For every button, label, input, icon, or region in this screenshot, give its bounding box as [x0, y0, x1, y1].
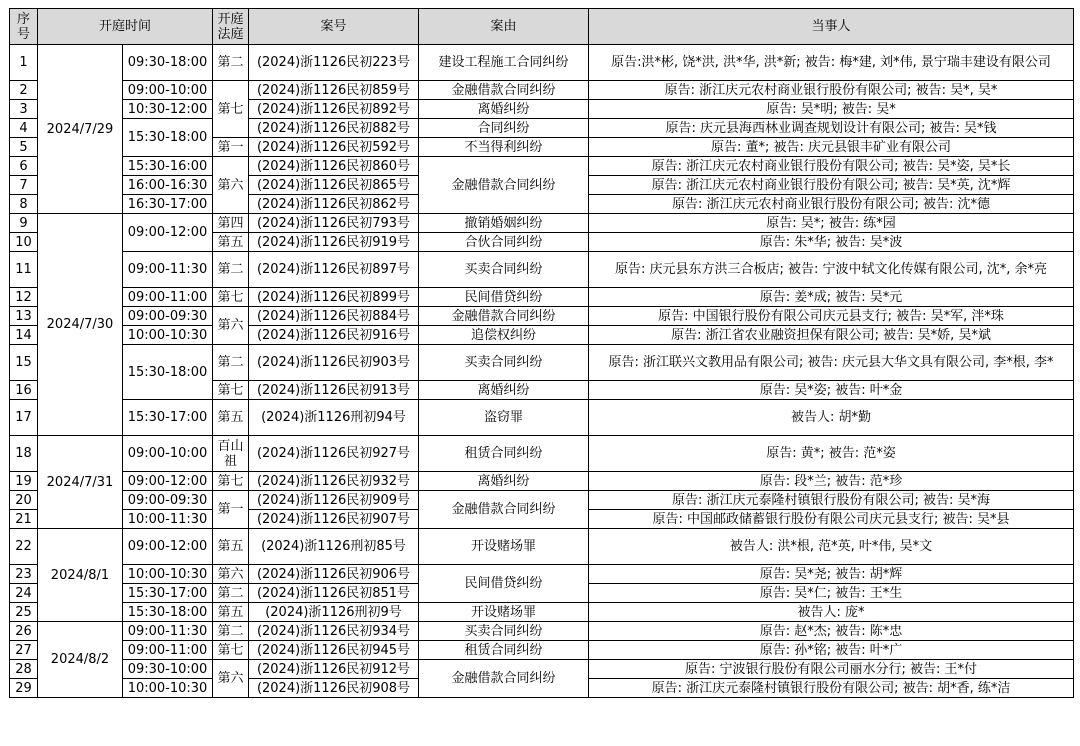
case-number: (2024)浙1126民初851号 — [249, 584, 419, 603]
table-row — [10, 288, 1074, 307]
case-number: (2024)浙1126民初932号 — [249, 472, 419, 491]
case-number: (2024)浙1126民初223号 — [249, 45, 419, 81]
case-number: (2024)浙1126刑初85号 — [249, 529, 419, 565]
parties: 原告: 黄*; 被告: 范*姿 — [589, 436, 1074, 472]
hearing-time: 09:00-11:30 — [123, 252, 213, 288]
header-time: 开庭时间 — [38, 9, 213, 45]
case-number: (2024)浙1126民初865号 — [249, 176, 419, 195]
row-no: 29 — [10, 679, 38, 698]
header-row — [10, 9, 1074, 45]
case-number: (2024)浙1126民初934号 — [249, 622, 419, 641]
parties: 原告: 浙江庆元农村商业银行股份有限公司; 被告: 沈*德 — [589, 195, 1074, 214]
row-no: 14 — [10, 326, 38, 345]
hearing-time: 15:30-16:00 — [123, 157, 213, 176]
court-room: 第二 — [213, 252, 249, 288]
hearing-time: 09:00-09:30 — [123, 491, 213, 510]
header-case: 案号 — [249, 9, 419, 45]
parties: 原告: 中国邮政储蓄银行股份有限公司庆元县支行; 被告: 吴*县 — [589, 510, 1074, 529]
parties: 原告: 吴*姿; 被告: 叶*金 — [589, 381, 1074, 400]
case-number: (2024)浙1126民初906号 — [249, 565, 419, 584]
table-row — [10, 565, 1074, 584]
row-no: 12 — [10, 288, 38, 307]
row-no: 13 — [10, 307, 38, 326]
parties: 被告人: 洪*根, 范*英, 叶*伟, 吴*文 — [589, 529, 1074, 565]
court-room: 第七 — [213, 641, 249, 660]
hearing-time: 10:00-10:30 — [123, 565, 213, 584]
parties: 原告: 吴*; 被告: 练*园 — [589, 214, 1074, 233]
row-no: 21 — [10, 510, 38, 529]
case-cause: 离婚纠纷 — [419, 472, 589, 491]
court-room: 百山祖 — [213, 436, 249, 472]
row-no: 24 — [10, 584, 38, 603]
row-no: 25 — [10, 603, 38, 622]
table-row — [10, 326, 1074, 345]
case-number: (2024)浙1126民初916号 — [249, 326, 419, 345]
court-room: 第五 — [213, 400, 249, 436]
parties: 原告: 浙江省农业融资担保有限公司; 被告: 吴*娇, 吴*斌 — [589, 326, 1074, 345]
parties: 原告: 赵*杰; 被告: 陈*忠 — [589, 622, 1074, 641]
hearing-time: 09:00-11:30 — [123, 622, 213, 641]
parties: 原告: 吴*尧; 被告: 胡*辉 — [589, 565, 1074, 584]
table-row — [10, 252, 1074, 288]
row-no: 26 — [10, 622, 38, 641]
court-room: 第二 — [213, 584, 249, 603]
case-cause: 开设赌场罪 — [419, 603, 589, 622]
case-cause: 离婚纠纷 — [419, 100, 589, 119]
header-court: 开庭法庭 — [213, 9, 249, 45]
hearing-time: 15:30-17:00 — [123, 584, 213, 603]
case-number: (2024)浙1126民初927号 — [249, 436, 419, 472]
parties: 原告: 浙江庆元农村商业银行股份有限公司; 被告: 吴*姿, 吴*长 — [589, 157, 1074, 176]
case-number: (2024)浙1126刑初94号 — [249, 400, 419, 436]
case-cause: 开设赌场罪 — [419, 529, 589, 565]
court-room: 第四 — [213, 214, 249, 233]
court-room: 第六 — [213, 307, 249, 345]
case-number: (2024)浙1126民初860号 — [249, 157, 419, 176]
table-row — [10, 45, 1074, 81]
hearing-time: 10:00-10:30 — [123, 679, 213, 698]
parties: 原告: 董*; 被告: 庆元县银丰矿业有限公司 — [589, 138, 1074, 157]
court-room: 第七 — [213, 472, 249, 491]
parties: 原告: 姜*成; 被告: 吴*元 — [589, 288, 1074, 307]
case-number: (2024)浙1126民初899号 — [249, 288, 419, 307]
case-cause: 买卖合同纠纷 — [419, 252, 589, 288]
court-room: 第六 — [213, 660, 249, 698]
hearing-time: 09:00-11:00 — [123, 641, 213, 660]
parties: 原告: 吴*仁; 被告: 王*生 — [589, 584, 1074, 603]
row-no: 4 — [10, 119, 38, 138]
parties: 原告: 中国银行股份有限公司庆元县支行; 被告: 吴*军, 泮*珠 — [589, 307, 1074, 326]
court-room: 第二 — [213, 622, 249, 641]
case-number: (2024)浙1126民初903号 — [249, 345, 419, 381]
case-number: (2024)浙1126民初945号 — [249, 641, 419, 660]
case-cause: 金融借款合同纠纷 — [419, 660, 589, 698]
case-cause: 金融借款合同纠纷 — [419, 81, 589, 100]
parties: 原告: 浙江联兴文教用品有限公司; 被告: 庆元县大华文具有限公司, 李*根, 李* — [589, 345, 1074, 381]
parties: 原告: 宁波银行股份有限公司丽水分行; 被告: 王*付 — [589, 660, 1074, 679]
hearing-time: 09:00-10:00 — [123, 436, 213, 472]
header-no: 序号 — [10, 9, 38, 45]
table-row — [10, 81, 1074, 100]
row-no: 28 — [10, 660, 38, 679]
court-room: 第七 — [213, 288, 249, 307]
row-no: 15 — [10, 345, 38, 381]
parties: 原告: 浙江庆元农村商业银行股份有限公司; 被告: 吴*英, 沈*辉 — [589, 176, 1074, 195]
table-row — [10, 622, 1074, 641]
hearing-time: 09:00-12:00 — [123, 472, 213, 491]
court-room: 第六 — [213, 157, 249, 214]
table-row — [10, 660, 1074, 679]
case-number: (2024)浙1126民初919号 — [249, 233, 419, 252]
court-room: 第六 — [213, 565, 249, 584]
row-no: 9 — [10, 214, 38, 233]
parties: 原告: 浙江庆元泰隆村镇银行股份有限公司; 被告: 吴*海 — [589, 491, 1074, 510]
table-row — [10, 100, 1074, 119]
table-row — [10, 400, 1074, 436]
case-number: (2024)浙1126民初882号 — [249, 119, 419, 138]
parties: 被告人: 胡*勤 — [589, 400, 1074, 436]
row-no: 11 — [10, 252, 38, 288]
row-no: 7 — [10, 176, 38, 195]
row-no: 23 — [10, 565, 38, 584]
case-cause: 租赁合同纠纷 — [419, 641, 589, 660]
hearing-time: 09:00-12:00 — [123, 529, 213, 565]
hearing-time: 10:00-10:30 — [123, 326, 213, 345]
hearing-date: 2024/7/30 — [38, 214, 123, 436]
case-cause: 金融借款合同纠纷 — [419, 157, 589, 214]
case-cause: 租赁合同纠纷 — [419, 436, 589, 472]
case-number: (2024)浙1126民初907号 — [249, 510, 419, 529]
table-row — [10, 214, 1074, 233]
case-number: (2024)浙1126民初909号 — [249, 491, 419, 510]
hearing-date: 2024/7/31 — [38, 436, 123, 529]
row-no: 19 — [10, 472, 38, 491]
row-no: 20 — [10, 491, 38, 510]
case-number: (2024)浙1126民初892号 — [249, 100, 419, 119]
case-cause: 买卖合同纠纷 — [419, 622, 589, 641]
parties: 原告:洪*彬, 饶*洪, 洪*华, 洪*新; 被告: 梅*建, 刘*伟, 景宁瑞丰建设有限公司 — [589, 45, 1074, 81]
case-cause: 金融借款合同纠纷 — [419, 307, 589, 326]
hearing-time: 10:30-12:00 — [123, 100, 213, 119]
court-room: 第五 — [213, 233, 249, 252]
table-row — [10, 157, 1074, 176]
table-row — [10, 307, 1074, 326]
row-no: 8 — [10, 195, 38, 214]
case-number: (2024)浙1126民初862号 — [249, 195, 419, 214]
case-number: (2024)浙1126民初859号 — [249, 81, 419, 100]
court-room: 第二 — [213, 45, 249, 81]
hearing-time: 09:00-09:30 — [123, 307, 213, 326]
hearing-time: 15:30-18:00 — [123, 119, 213, 157]
case-number: (2024)浙1126刑初9号 — [249, 603, 419, 622]
hearing-time: 10:00-11:30 — [123, 510, 213, 529]
parties: 原告: 段*兰; 被告: 范*珍 — [589, 472, 1074, 491]
case-cause: 不当得利纠纷 — [419, 138, 589, 157]
row-no: 3 — [10, 100, 38, 119]
court-room: 第七 — [213, 81, 249, 138]
parties: 原告: 浙江庆元农村商业银行股份有限公司; 被告: 吴*, 吴* — [589, 81, 1074, 100]
parties: 被告人: 庞* — [589, 603, 1074, 622]
hearing-time: 15:30-17:00 — [123, 400, 213, 436]
case-cause: 撤销婚姻纠纷 — [419, 214, 589, 233]
table-row — [10, 119, 1074, 138]
table-row — [10, 472, 1074, 491]
parties: 原告: 朱*华; 被告: 吴*波 — [589, 233, 1074, 252]
case-number: (2024)浙1126民初913号 — [249, 381, 419, 400]
row-no: 17 — [10, 400, 38, 436]
hearing-time: 16:00-16:30 — [123, 176, 213, 195]
court-room: 第五 — [213, 529, 249, 565]
hearing-time: 09:30-18:00 — [123, 45, 213, 81]
hearing-date: 2024/8/1 — [38, 529, 123, 622]
court-room: 第一 — [213, 491, 249, 529]
case-cause: 买卖合同纠纷 — [419, 345, 589, 381]
parties: 原告: 庆元县海西林业调查规划设计有限公司; 被告: 吴*钱 — [589, 119, 1074, 138]
case-cause: 盗窃罪 — [419, 400, 589, 436]
row-no: 5 — [10, 138, 38, 157]
row-no: 16 — [10, 381, 38, 400]
case-cause: 追偿权纠纷 — [419, 326, 589, 345]
case-cause: 民间借贷纠纷 — [419, 288, 589, 307]
case-number: (2024)浙1126民初793号 — [249, 214, 419, 233]
court-room: 第五 — [213, 603, 249, 622]
parties: 原告: 孙*铭; 被告: 叶*广 — [589, 641, 1074, 660]
case-number: (2024)浙1126民初592号 — [249, 138, 419, 157]
table-row — [10, 436, 1074, 472]
case-cause: 金融借款合同纠纷 — [419, 491, 589, 529]
hearing-schedule-table — [9, 8, 1074, 698]
parties: 原告: 吴*明; 被告: 吴* — [589, 100, 1074, 119]
row-no: 22 — [10, 529, 38, 565]
hearing-time: 15:30-18:00 — [123, 345, 213, 400]
case-cause: 合伙合同纠纷 — [419, 233, 589, 252]
hearing-time: 16:30-17:00 — [123, 195, 213, 214]
case-cause: 建设工程施工合同纠纷 — [419, 45, 589, 81]
case-cause: 合同纠纷 — [419, 119, 589, 138]
case-number: (2024)浙1126民初884号 — [249, 307, 419, 326]
parties: 原告: 庆元县东方洪三合板店; 被告: 宁波中轼文化传媒有限公司, 沈*, 余*亮 — [589, 252, 1074, 288]
hearing-time: 09:00-12:00 — [123, 214, 213, 252]
hearing-time: 09:00-11:00 — [123, 288, 213, 307]
parties: 原告: 浙江庆元泰隆村镇银行股份有限公司; 被告: 胡*香, 练*洁 — [589, 679, 1074, 698]
court-room: 第一 — [213, 138, 249, 157]
hearing-date: 2024/8/2 — [38, 622, 123, 698]
court-room: 第二 — [213, 345, 249, 381]
table-row — [10, 529, 1074, 565]
hearing-time: 09:30-10:00 — [123, 660, 213, 679]
hearing-date: 2024/7/29 — [38, 45, 123, 214]
case-cause: 民间借贷纠纷 — [419, 565, 589, 603]
case-cause: 离婚纠纷 — [419, 381, 589, 400]
row-no: 6 — [10, 157, 38, 176]
row-no: 2 — [10, 81, 38, 100]
table-row — [10, 345, 1074, 381]
court-room: 第七 — [213, 381, 249, 400]
case-number: (2024)浙1126民初912号 — [249, 660, 419, 679]
header-party: 当事人 — [589, 9, 1074, 45]
row-no: 1 — [10, 45, 38, 81]
header-cause: 案由 — [419, 9, 589, 45]
row-no: 10 — [10, 233, 38, 252]
hearing-time: 09:00-10:00 — [123, 81, 213, 100]
case-number: (2024)浙1126民初897号 — [249, 252, 419, 288]
table-row — [10, 491, 1074, 510]
table-row — [10, 603, 1074, 622]
case-number: (2024)浙1126民初908号 — [249, 679, 419, 698]
table-row — [10, 641, 1074, 660]
hearing-time: 15:30-18:00 — [123, 603, 213, 622]
row-no: 27 — [10, 641, 38, 660]
row-no: 18 — [10, 436, 38, 472]
